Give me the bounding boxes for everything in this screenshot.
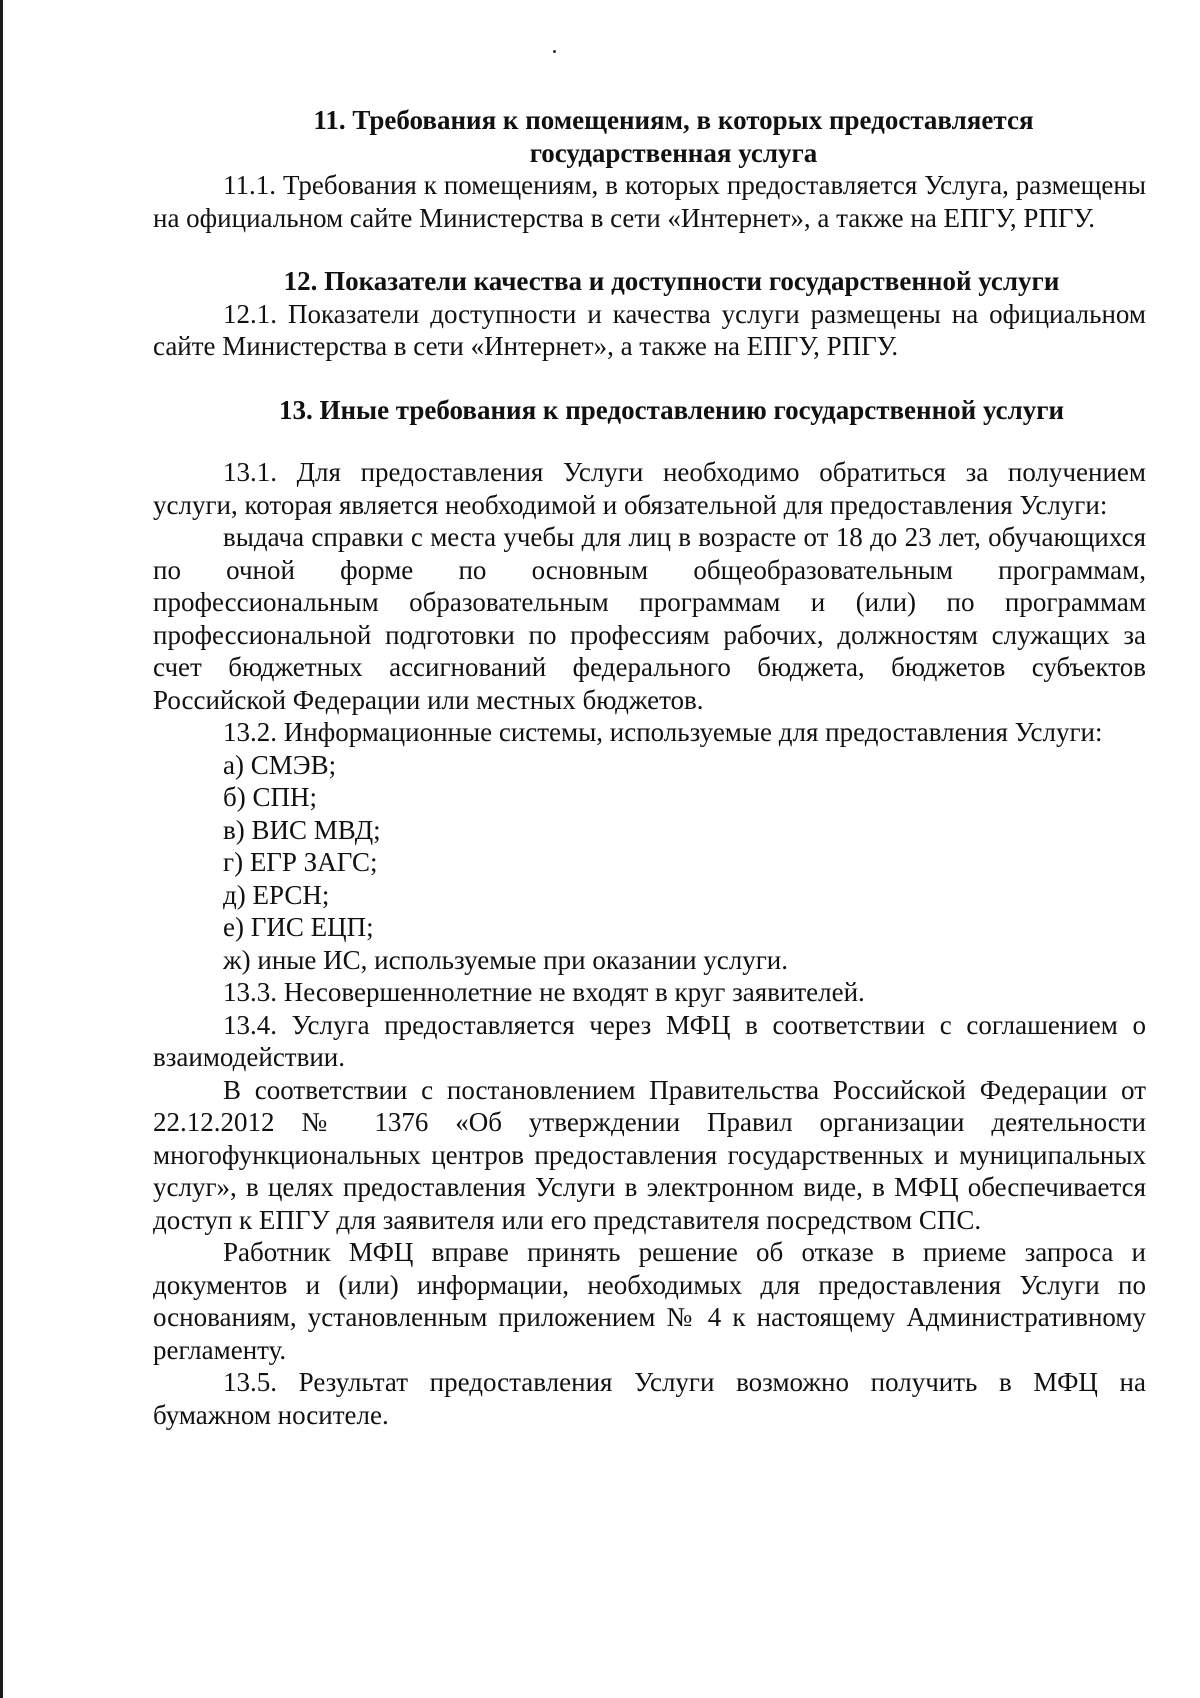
paragraph-13-5: 13.5. Результат предоставления Услуги возможно получить в МФЦ на бумажном носителе. bbox=[153, 1367, 1146, 1430]
section-11-heading bbox=[153, 104, 1146, 169]
paragraph-11-1: 11.1. Требования к помещениям, в которых предоставляется Услуга, размещены на официальном сайте Министерства в сети «Интернет», а также на ЕПГУ, РПГУ. bbox=[153, 170, 1146, 233]
paragraph-13-4-mfc-access: В соответствии с постановлением Правительства Российской Федерации от 22.12.2012 № 1376 «Об утверждении Правил организации деятельности многофункциональных центров предоставления государственных и муниципальных услуг», в целях предоставления Услуги в электронном виде, в МФЦ обеспечивается доступ к ЕПГУ для заявителя или его представителя посредством СПС. bbox=[153, 1074, 1146, 1235]
section-13-heading: 13. Иные требования к предоставлению государственной услуги bbox=[278, 394, 1065, 425]
paragraph-13-1: 13.1. Для предоставления Услуги необходимо обратиться за получением услуги, которая является необходимой и обязательной для предоставления Услуги: bbox=[153, 457, 1146, 520]
paragraph-13-2: 13.2. Информационные системы, используемые для предоставления Услуги: bbox=[223, 717, 1103, 747]
section-12 bbox=[153, 265, 1146, 363]
paragraph-12-1: 12.1. Показатели доступности и качества услуги размещены на официальном сайте Министерства в сети «Интернет», а также на ЕПГУ, РПГУ. bbox=[153, 298, 1146, 361]
paragraph-13-3: 13.3. Несовершеннолетние не входят в круг заявителей. bbox=[223, 977, 865, 1007]
paragraph-13-4: 13.4. Услуга предоставляется через МФЦ в соответствии с соглашением о взаимодействии. bbox=[153, 1009, 1146, 1072]
section-12-heading: 12. Показатели качества и доступности государственной услуги bbox=[283, 266, 1060, 296]
information-systems-list bbox=[153, 749, 1146, 977]
section-11 bbox=[153, 104, 1146, 234]
list-item: д) ЕРСН; bbox=[223, 879, 330, 910]
paragraph-13-4-refusal: Работник МФЦ вправе принять решение об отказе в приеме запроса и документов и (или) информации, необходимых для предоставления Услуги по основаниям, установленным приложением № 4 к настоящему Административному регламенту. bbox=[153, 1237, 1146, 1365]
list-item: в) ВИС МВД; bbox=[223, 814, 381, 845]
section-11-heading-line2: государственная услуга bbox=[529, 137, 818, 168]
section-13 bbox=[153, 394, 1146, 1432]
list-item: е) ГИС ЕЦП; bbox=[223, 912, 374, 942]
document-page bbox=[153, 104, 1146, 1431]
scan-speck bbox=[553, 50, 556, 53]
list-item: б) СПН; bbox=[223, 782, 317, 812]
list-item: г) ЕГР ЗАГС; bbox=[223, 847, 378, 877]
scan-edge-border bbox=[0, 0, 3, 1698]
paragraph-13-1-detail: выдача справки с места учебы для лиц в возрасте от 18 до 23 лет, обучающихся по очной форме по основным общеобразовательным программам, профессиональным образовательным программам и (или) по программам профессиональной подготовки по профессиям рабочих, должностям служащих за счет бюджетных ассигнований федерального бюджета, бюджетов субъектов Российской Федерации или местных бюджетов. bbox=[153, 522, 1146, 715]
list-item: ж) иные ИС, используемые при оказании услуги. bbox=[223, 944, 788, 975]
section-11-heading-line1: 11. Требования к помещениям, в которых предоставляется bbox=[313, 105, 1034, 135]
list-item: а) СМЭВ; bbox=[223, 749, 337, 780]
